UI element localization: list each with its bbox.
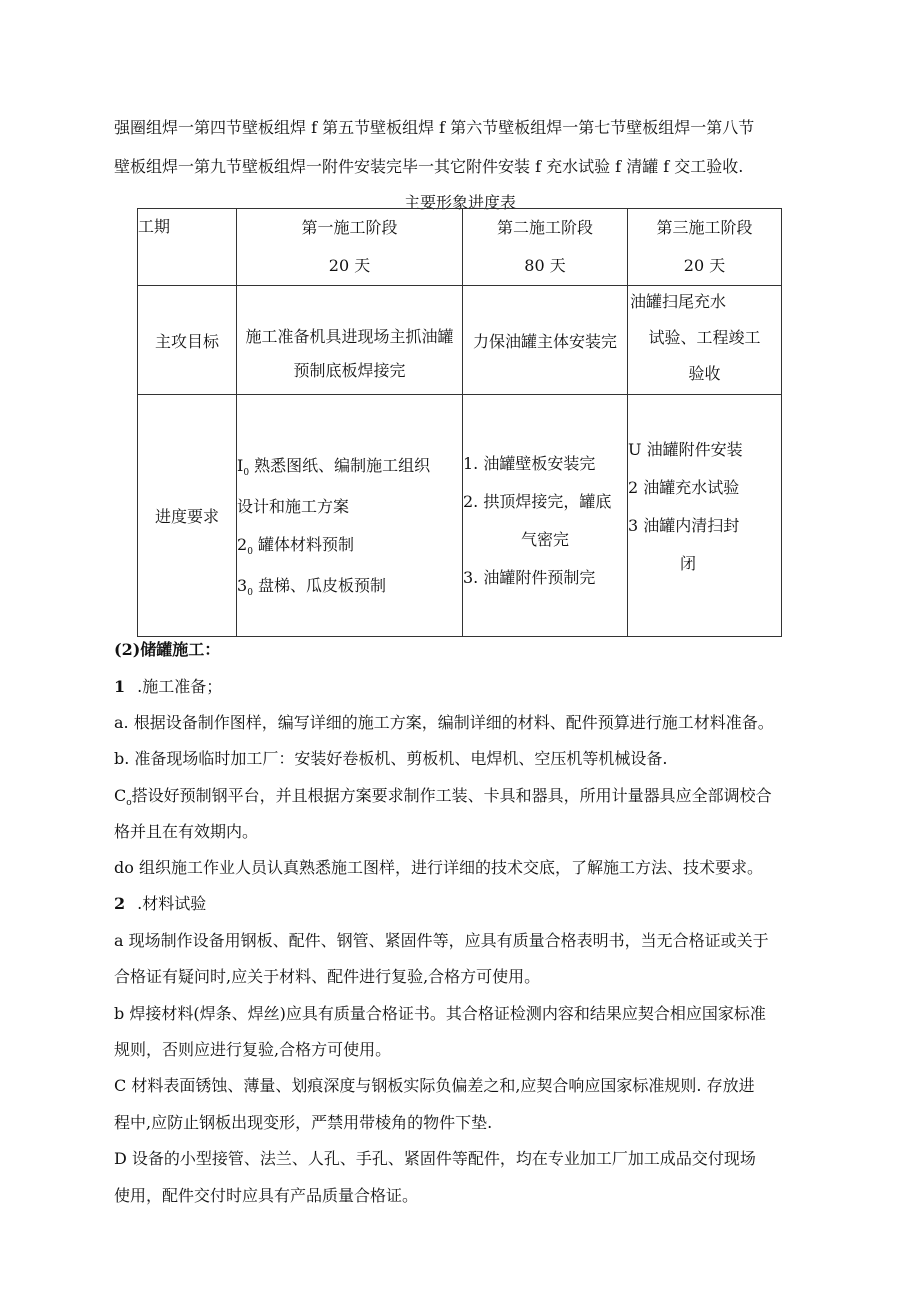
- table-row-goal: [138, 286, 782, 395]
- stage2-title: 第二施工阶段: [496, 218, 593, 237]
- req-stage2-item-3: 气密完: [520, 530, 569, 549]
- req-stage2-item-2: 2. 拱顶焊接完，罐底: [463, 492, 612, 511]
- req-stage3-item-3: 3 油罐内清扫封: [628, 516, 740, 535]
- req-stage1-item-4: $3_0$ 盘梯、瓜皮板预制: [237, 576, 387, 598]
- req-stage3-item-1: U 油罐附件安装: [628, 440, 743, 459]
- table-row-period: [138, 209, 782, 286]
- intro-line-2: 壁板组焊一第九节壁板组焊一附件安装完毕一其它附件安装 f 充水试验 f 清罐 f 交工验收.: [114, 157, 744, 176]
- req-stage2-item-1: 1. 油罐壁板安装完: [463, 454, 596, 473]
- goal-stage2: 力保油罐主体安装完: [472, 331, 617, 351]
- stage1-title: 第一施工阶段: [301, 218, 398, 237]
- goal-stage1-cell: [237, 286, 463, 395]
- stage3-title: 第三施工阶段: [656, 218, 753, 237]
- prep-item-d: do 组织施工作业人员认真熟悉施工图样，进行详细的技术交底，了解施工方法、技术要求。: [114, 858, 763, 877]
- material-item-a-line2: 合格证有疑问时,应关于材料、配件进行复验,合格方可使用。: [114, 967, 541, 986]
- subsection-2-heading: 2 .材料试验: [114, 894, 207, 913]
- period-label-cell: [138, 209, 237, 286]
- prep-item-b: b. 准备现场临时加工厂：安装好卷板机、剪板机、电焊机、空压机等机械设备.: [114, 749, 668, 768]
- material-item-d-line2: 使用，配件交付时应具有产品质量合格证。: [114, 1186, 419, 1205]
- material-item-b-line1: b 焊接材料(焊条、焊丝)应具有质量合格证书。其合格证检测内容和结果应契合相应国家标准: [114, 1004, 766, 1023]
- stage2-header-cell: [463, 209, 628, 286]
- req-stage1-cell: [237, 395, 463, 637]
- goal-stage1-line1: 施工准备机具进现场主抓油罐: [245, 327, 454, 346]
- goal-stage2-cell: [463, 286, 628, 395]
- req-stage1-item-2: 设计和施工方案: [237, 497, 350, 516]
- prep-item-a: a. 根据设备制作图样，编写详细的施工方案，编制详细的材料、配件预算进行施工材料准备。: [114, 713, 774, 732]
- req-stage1-item-1: $I_0$ 熟悉图纸、编制施工组织: [237, 456, 431, 478]
- req-label-cell: [138, 395, 237, 637]
- goal-stage3-line3: 验收: [688, 364, 721, 383]
- req-stage2-item-4: 3. 油罐附件预制完: [463, 568, 596, 587]
- goal-label: 主攻目标: [154, 331, 219, 351]
- stage3-header-cell: [628, 209, 782, 286]
- req-stage1-item-3: $2_0$ 罐体材料预制: [237, 535, 355, 557]
- material-item-c-line1: C 材料表面锈蚀、薄量、划痕深度与钢板实际负偏差之和,应契合响应国家标准规则. 存放进: [114, 1076, 755, 1095]
- req-stage3-item-4: 闭: [680, 554, 697, 573]
- section-title: (2)储罐施工：: [114, 640, 221, 659]
- goal-stage3-line1: 油罐扫尾充水: [630, 292, 727, 311]
- prep-item-c-line1: $C_o$搭设好预制钢平台，并且根据方案要求制作工装、卡具和器具，所用计量器具应全部调校合: [114, 786, 772, 808]
- subsection-1-heading: 1 .施工准备；: [114, 677, 223, 696]
- req-label: 进度要求: [154, 507, 219, 526]
- req-stage2-cell: [463, 395, 628, 637]
- goal-stage3-cell: [628, 286, 782, 395]
- intro-line-1: 强圈组焊一第四节壁板组焊 f 第五节壁板组焊 f 第六节壁板组焊一第七节壁板组焊一第八节: [114, 118, 755, 137]
- stage1-header-cell: [237, 209, 463, 286]
- material-item-c-line2: 程中,应防止钢板出现变形，严禁用带棱角的物件下垫.: [114, 1113, 493, 1132]
- material-item-a-line1: a 现场制作设备用钢板、配件、钢管、紧固件等，应具有质量合格表明书，当无合格证或关于: [114, 931, 769, 950]
- goal-stage1-line2: 预制底板焊接完: [293, 361, 406, 380]
- goal-stage3-line2: 试验、工程竣工: [648, 328, 761, 347]
- prep-item-c-line2: 格并且在有效期内。: [114, 822, 259, 841]
- req-stage3-cell: [628, 395, 782, 637]
- goal-label-cell: [138, 286, 237, 395]
- stage3-days: 20 天: [683, 256, 726, 275]
- table-row-requirements: [138, 395, 782, 637]
- stage2-days: 80 天: [524, 256, 566, 275]
- period-label: 工期: [138, 217, 171, 236]
- progress-table: [137, 208, 782, 637]
- req-stage3-item-2: 2 油罐充水试验: [628, 478, 740, 497]
- table-caption: 主要形象进度表: [403, 193, 516, 212]
- material-item-d-line1: D 设备的小型接管、法兰、人孔、手孔、紧固件等配件，均在专业加工厂加工成品交付现场: [114, 1149, 756, 1168]
- material-item-b-line2: 规则，否则应进行复验,合格方可使用。: [114, 1040, 392, 1059]
- stage1-days: 20 天: [328, 256, 371, 275]
